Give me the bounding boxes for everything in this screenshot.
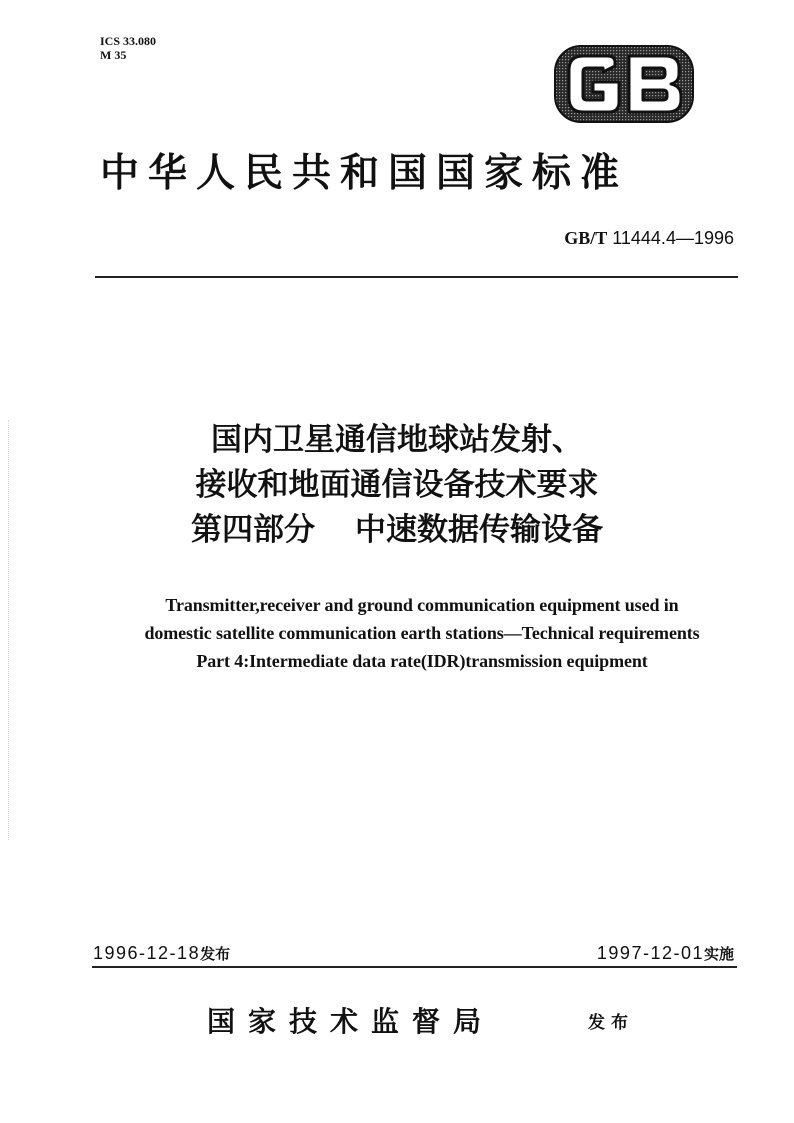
implementation-date bbox=[597, 943, 734, 964]
implementation-date-value: 1997-12-01 bbox=[596, 943, 704, 963]
english-title-line-1: Transmitter,receiver and ground communication equipment used in bbox=[165, 595, 679, 615]
issue-date-value: 1996-12-18 bbox=[93, 943, 201, 963]
chinese-title-line-1: 国内卫星通信地球站发射、 bbox=[211, 422, 583, 458]
ics-code: ICS 33.080 bbox=[100, 34, 157, 48]
issuing-authority: 国家技术监督局 bbox=[207, 1005, 495, 1038]
standard-number-value: 11444.4—1996 bbox=[612, 228, 734, 248]
english-title bbox=[0, 591, 794, 675]
chinese-title-part: 第四部分 bbox=[191, 512, 315, 548]
chinese-title-line-2: 接收和地面通信设备技术要求 bbox=[195, 467, 599, 503]
standard-number bbox=[564, 228, 734, 249]
english-title-line-2: domestic satellite communication earth stations—Technical requirements bbox=[144, 623, 700, 643]
issuing-action: 发布 bbox=[588, 1013, 634, 1033]
category-code: M 35 bbox=[100, 48, 127, 62]
footer-divider bbox=[92, 966, 737, 968]
header-divider bbox=[95, 276, 738, 278]
standard-number-prefix: GB/T bbox=[564, 228, 608, 248]
scan-edge bbox=[8, 420, 9, 840]
issue-date-label: 发布 bbox=[200, 945, 231, 963]
implementation-date-label: 实施 bbox=[703, 945, 734, 963]
english-title-line-3: Part 4:Intermediate data rate(IDR)transmission equipment bbox=[196, 651, 648, 671]
gb-logo-icon bbox=[553, 44, 695, 124]
chinese-title-line-3 bbox=[0, 508, 794, 553]
issue-date bbox=[93, 943, 230, 964]
standard-header-title: 中华人民共和国国家标准 bbox=[100, 150, 629, 196]
classification-codes bbox=[100, 34, 156, 62]
chinese-title bbox=[0, 418, 794, 553]
chinese-title-part-name: 中速数据传输设备 bbox=[355, 512, 603, 548]
